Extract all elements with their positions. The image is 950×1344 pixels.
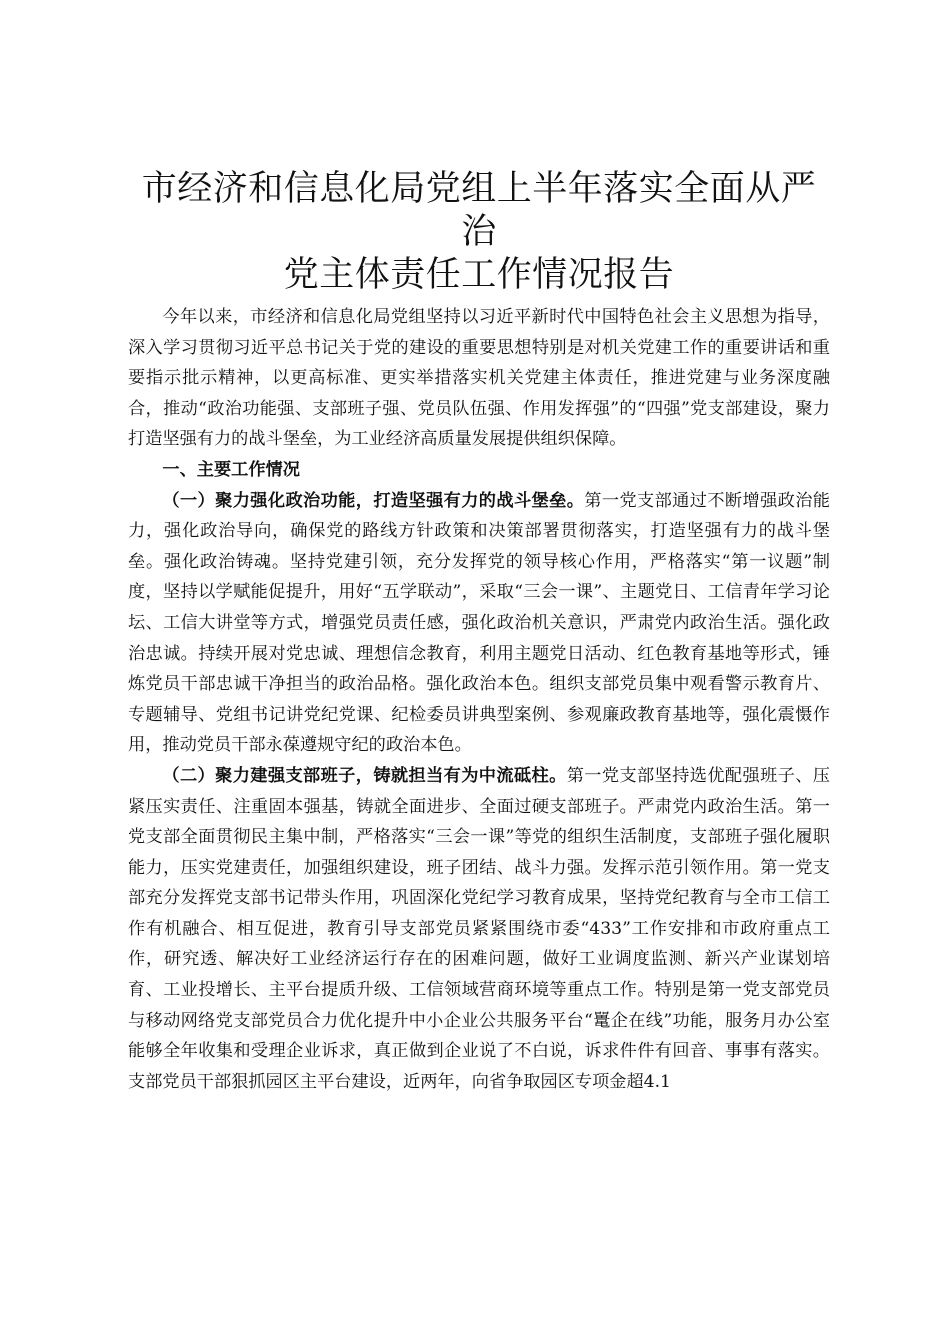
title-line-2: 党主体责任工作情况报告 — [283, 255, 675, 295]
title-line-1: 市经济和信息化局党组上半年落实全面从严治 — [141, 169, 817, 252]
item-2-body: 第一党支部坚持选优配强班子、压紧压实责任、注重固本强基，铸就全面进步、全面过硬支部班子。严肃党内政治生活。第一党支部全面贯彻民主集中制，严格落实“三会一课”等党的组织生活制度，支部班子强化履职能力，压实党建责任，加强组织建设，班子团结、战斗力强。发挥示范引领作用。第一党支部充分发挥党支部书记带头作用，巩固深化党纪学习教育成果，坚持党纪教育与全市工信工作有机融合、相互促进，教育引导支部党员紧紧围绕市委“433”工作安排和市政府重点工作，研究透、解决好工业经济运行存在的困难问题，做好工业调度监测、新兴产业谋划培育、工业投增长、主平台提质升级、工信领域营商环境等重点工作。特别是第一党支部党员与移动网络党支部党员合力优化提升中小企业公共服务平台“鼍企在线”功能，服务月办公室能够全年收集和受理企业诉求，真正做到企业说了不白说，诉求件件有回音、事事有落实。支部党员干部狠抓园区主平台建设，近两年，向省争取园区专项金超4.1 — [128, 765, 830, 1092]
item-1-paragraph — [128, 486, 830, 761]
document-page — [128, 168, 830, 1097]
item-2-paragraph — [128, 761, 830, 1098]
item-2-lead: （二）聚力建强支部班子，铸就担当有为中流砥柱。 — [162, 765, 567, 786]
section-heading-main-work: 一、主要工作情况 — [162, 459, 300, 480]
document-title — [128, 168, 830, 297]
item-1-body: 第一党支部通过不断增强政治能力，强化政治导向，确保党的路线方针政策和决策部署贯彻落实，打造坚强有力的战斗堡垒。强化政治铸魂。坚持党建引领，充分发挥党的领导核心作用，严格落实“第一议题”制度，坚持以学赋能促提升，用好“五学联动”，采取“三会一课”、主题党日、工信青年学习论坛、工信大讲堂等方式，增强党员责任感，强化政治机关意识，严肃党内政治生活。强化政治忠诚。持续开展对党忠诚、理想信念教育，利用主题党日活动、红色教育基地等形式，锤炼党员干部忠诚干净担当的政治品格。强化政治本色。组织支部党员集中观看警示教育片、专题辅导、党组书记讲党纪党课、纪检委员讲典型案例、参观廉政教育基地等，强化震慑作用，推动党员干部永葆遵规守纪的政治本色。 — [128, 490, 830, 756]
intro-paragraph: 今年以来，市经济和信息化局党组坚持以习近平新时代中国特色社会主义思想为指导，深入学习贯彻习近平总书记关于党的建设的重要思想特别是对机关党建工作的重要讲话和重要指示批示精神，以更高标准、更实举措落实机关党建主体责任，推进党建与业务深度融合，推动“政治功能强、支部班子强、党员队伍强、作用发挥强”的“四强”党支部建设，聚力打造坚强有力的战斗堡垒，为工业经济高质量发展提供组织保障。 — [128, 307, 830, 450]
item-1-lead: （一）聚力强化政治功能，打造坚强有力的战斗堡垒。 — [162, 490, 585, 511]
